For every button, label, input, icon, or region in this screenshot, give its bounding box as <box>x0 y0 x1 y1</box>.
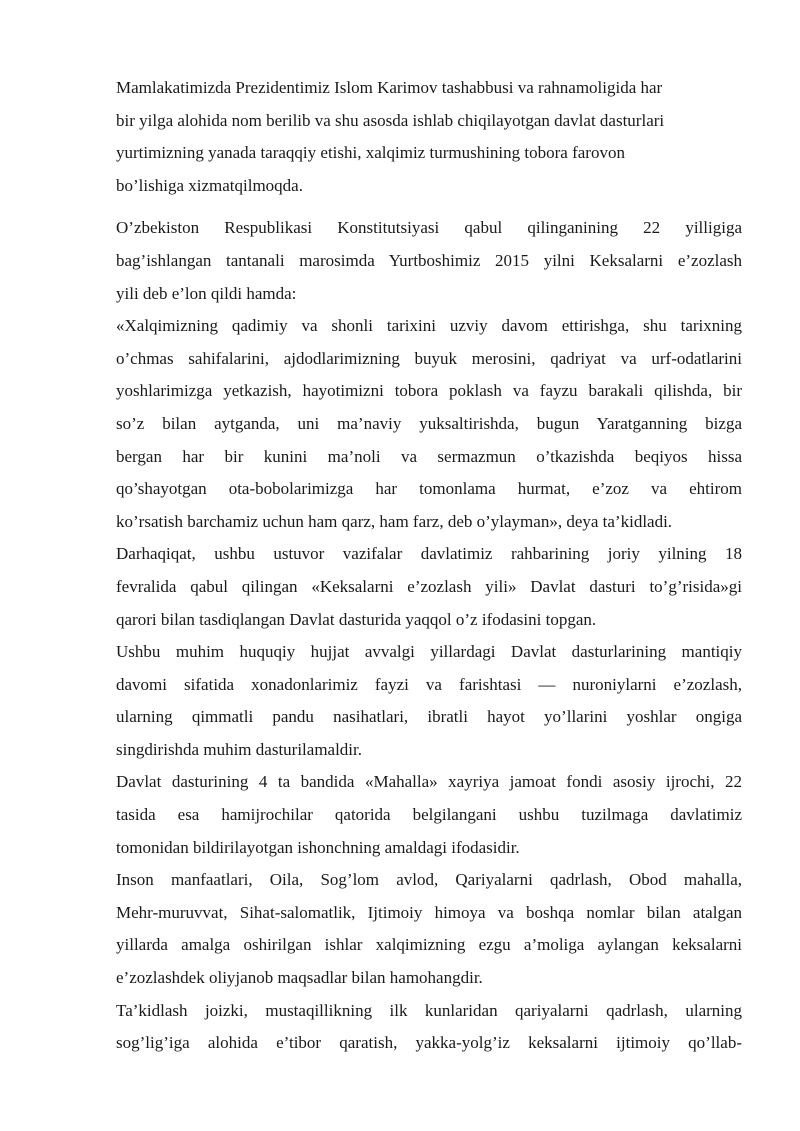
text-line: tasida esa hamijrochilar qatorida belgilangani ushbu tuzilmaga davlatimiz <box>116 805 742 825</box>
text-line: yurtimizning yanada taraqqiy etishi, xalqimiz turmushining tobora farovon <box>116 143 625 163</box>
text-line: tomonidan bildirilayotgan ishonchning amaldagi ifodasidir. <box>116 837 520 857</box>
text-line: O’zbekiston Respublikasi Konstitutsiyasi qabul qilinganining 22 yilligiga <box>116 218 742 238</box>
text-line: Ushbu muhim huquqiy hujjat avvalgi yillardagi Davlat dasturlarining mantiqiy <box>116 642 742 662</box>
text-line: singdirishda muhim dasturilamaldir. <box>116 739 363 759</box>
text-line: so’z bilan aytganda, uni ma’naviy yuksaltirishda, bugun Yaratganning bizga <box>116 413 742 433</box>
paragraph-intro <box>116 72 742 202</box>
text-line: o’chmas sahifalarini, ajdodlarimizning buyuk merosini, qadriyat va urf-odatlarini <box>116 348 742 368</box>
paragraph-mahalla <box>116 766 742 864</box>
paragraph-years <box>116 864 742 994</box>
text-line: ularning qimmatli pandu nasihatlari, ibratli hayot yo’llarini yoshlar ongiga <box>116 707 742 727</box>
text-line: Darhaqiqat, ushbu ustuvor vazifalar davlatimiz rahbarining joriy yilning 18 <box>116 544 742 564</box>
paragraph-darhaqiqat <box>116 538 742 636</box>
text-line: bag’ishlangan tantanali marosimda Yurtboshimiz 2015 yilni Keksalarni e’zozlash <box>116 250 742 270</box>
text-line: fevralida qabul qilingan «Keksalarni e’zozlash yili» Davlat dasturi to’g’risida»gi <box>116 576 742 596</box>
text-line: qo’shayotgan ota-bobolarimizga har tomonlama hurmat, e’zoz va ehtirom <box>116 479 742 499</box>
text-line: Ta’kidlash joizki, mustaqillikning ilk kunlaridan qariyalarni qadrlash, ularning <box>116 1000 742 1020</box>
text-line: bir yilga alohida nom berilib va shu asosda ishlab chiqilayotgan davlat dasturlari <box>116 110 665 130</box>
text-line: bo’lishiga xizmatqilmoqda. <box>116 175 303 195</box>
text-line: ko’rsatish barchamiz uchun ham qarz, ham farz, deb o’ylayman», deya ta’kidladi. <box>116 511 673 531</box>
paragraph-legal-document <box>116 636 742 766</box>
text-line: Davlat dasturining 4 ta bandida «Mahalla» xayriya jamoat fondi asosiy ijrochi, 22 <box>116 772 742 792</box>
text-line: e’zozlashdek oliyjanob maqsadlar bilan hamohangdir. <box>116 968 483 988</box>
paragraph-quote <box>116 310 742 538</box>
text-line: Mehr-muruvvat, Sihat-salomatlik, Ijtimoiy himoya va boshqa nomlar bilan atalgan <box>116 902 742 922</box>
paragraph-takidlash <box>116 995 742 1060</box>
text-line: yili deb e’lon qildi hamda: <box>116 283 297 303</box>
text-line: sog’lig’iga alohida e’tibor qaratish, yakka-yolg’iz keksalarni ijtimoiy qo’llab- <box>116 1033 742 1053</box>
text-line: qarori bilan tasdiqlangan Davlat dasturida yaqqol o’z ifodasini topgan. <box>116 609 597 629</box>
text-line: Inson manfaatlari, Oila, Sog’lom avlod, Qariyalarni qadrlash, Obod mahalla, <box>116 870 742 890</box>
text-line: davomi sifatida xonadonlarimiz fayzi va farishtasi — nuroniylarni e’zozlash, <box>116 674 742 694</box>
document-page <box>116 72 742 1060</box>
text-line: yoshlarimizga yetkazish, hayotimizni tobora poklash va fayzu barakali qilishda, bir <box>116 381 742 401</box>
text-line: yillarda amalga oshirilgan ishlar xalqimizning ezgu a’moliga aylangan keksalarni <box>116 935 742 955</box>
paragraph-constitution <box>116 212 742 310</box>
text-line: Mamlakatimizda Prezidentimiz Islom Karimov tashabbusi va rahnamoligida har <box>116 78 663 97</box>
text-line: «Xalqimizning qadimiy va shonli tarixini uzviy davom ettirishga, shu tarixning <box>116 316 742 336</box>
text-line: bergan har bir kunini ma’noli va sermazmun o’tkazishda beqiyos hissa <box>116 446 742 466</box>
